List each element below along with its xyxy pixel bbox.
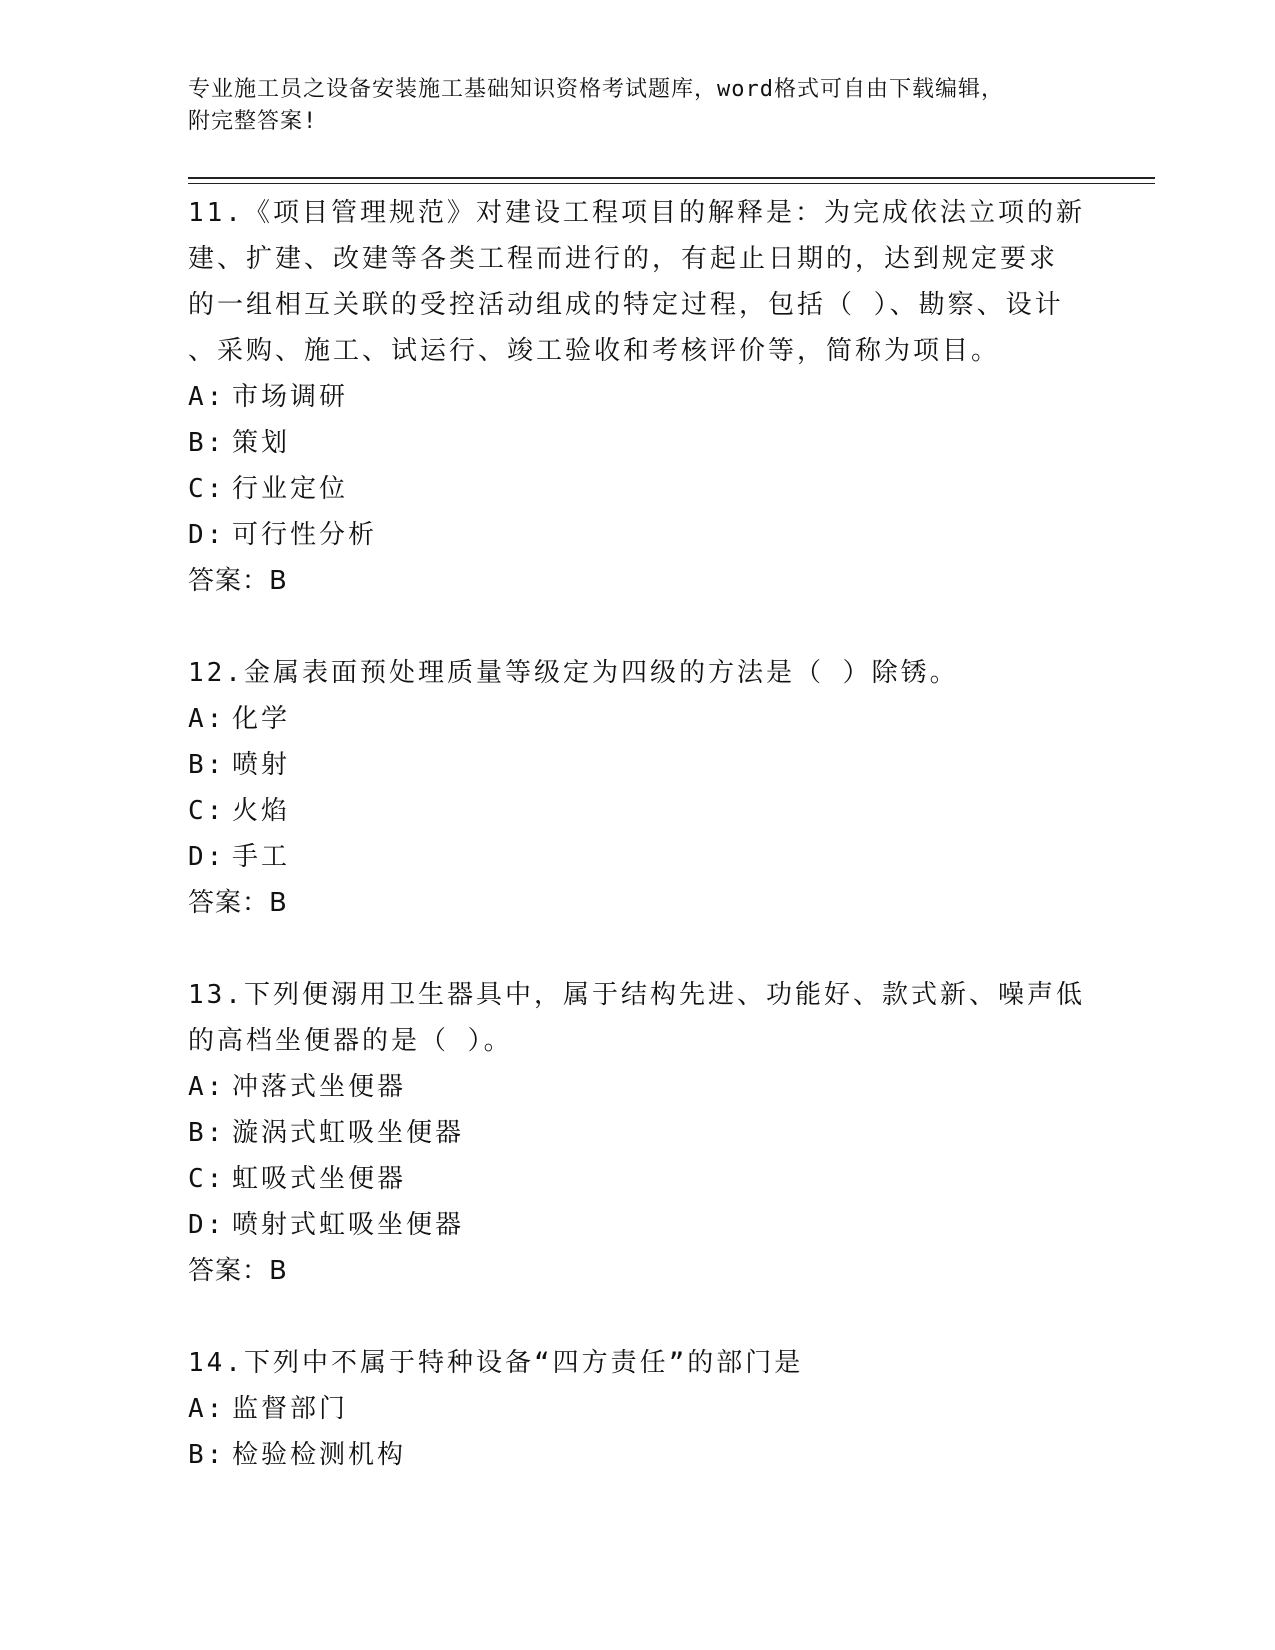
option-text: 冲落式坐便器 xyxy=(232,1072,407,1102)
question-block xyxy=(188,972,1088,1294)
option-text: 手工 xyxy=(232,842,291,872)
option-key: B: xyxy=(188,428,226,458)
answer-option xyxy=(188,742,1088,788)
answer-option xyxy=(188,1386,1088,1432)
question-block xyxy=(188,1340,1088,1478)
option-text: 喷射 xyxy=(232,750,291,780)
option-text: 策划 xyxy=(232,428,291,458)
option-text: 检验检测机构 xyxy=(232,1440,407,1470)
answer-option xyxy=(188,1432,1088,1478)
option-key: D: xyxy=(188,1210,226,1240)
option-key: A: xyxy=(188,704,226,734)
answer-line: 答案：B xyxy=(188,566,288,596)
answer-option xyxy=(188,1110,1088,1156)
option-key: B: xyxy=(188,1440,226,1470)
answer-option xyxy=(188,696,1088,742)
option-text: 市场调研 xyxy=(232,382,349,412)
option-key: A: xyxy=(188,1394,226,1424)
answer-option xyxy=(188,1064,1088,1110)
question-stem-line: 的高档坐便器的是（ ）。 xyxy=(188,1026,513,1056)
option-key: B: xyxy=(188,750,226,780)
question-stem-line: 建、扩建、改建等各类工程而进行的，有起止日期的，达到规定要求 xyxy=(188,244,1059,274)
option-text: 虹吸式坐便器 xyxy=(232,1164,407,1194)
answer-line: 答案：B xyxy=(188,1256,288,1286)
option-text: 可行性分析 xyxy=(232,520,378,550)
answer-option xyxy=(188,1156,1088,1202)
question-stem-line: 12.金属表面预处理质量等级定为四级的方法是（ ）除锈。 xyxy=(188,658,959,688)
question-block xyxy=(188,650,1088,926)
option-key: C: xyxy=(188,474,226,504)
question-stem-line: 13.下列便溺用卫生器具中，属于结构先进、功能好、款式新、噪声低 xyxy=(188,980,1085,1010)
option-key: C: xyxy=(188,1164,226,1194)
answer-option xyxy=(188,420,1088,466)
option-key: D: xyxy=(188,520,226,550)
option-key: A: xyxy=(188,1072,226,1102)
question-stem-line: 的一组相互关联的受控活动组成的特定过程，包括（ ）、勘察、设计 xyxy=(188,290,1064,320)
option-text: 火焰 xyxy=(232,796,291,826)
document-header xyxy=(188,74,1068,138)
header-divider-thin xyxy=(188,183,1155,184)
answer-line: 答案：B xyxy=(188,888,288,918)
answer-option xyxy=(188,834,1088,880)
answer-option xyxy=(188,466,1088,512)
question-stem xyxy=(188,1340,1088,1386)
option-text: 监督部门 xyxy=(232,1394,349,1424)
header-divider-thick xyxy=(188,177,1155,179)
question-stem xyxy=(188,190,1088,374)
option-key: C: xyxy=(188,796,226,826)
question-stem-line: 11.《项目管理规范》对建设工程项目的解释是：为完成依法立项的新 xyxy=(188,198,1085,228)
option-text: 行业定位 xyxy=(232,474,349,504)
option-text: 漩涡式虹吸坐便器 xyxy=(232,1118,465,1148)
header-line-2: 附完整答案! xyxy=(188,109,318,134)
question-list xyxy=(188,190,1088,1524)
question-stem xyxy=(188,650,1088,696)
option-key: D: xyxy=(188,842,226,872)
answer-option xyxy=(188,1202,1088,1248)
question-block xyxy=(188,190,1088,604)
option-key: B: xyxy=(188,1118,226,1148)
header-line-1: 专业施工员之设备安装施工基础知识资格考试题库，word格式可自由下载编辑， xyxy=(188,77,1004,102)
question-stem-line: 14.下列中不属于特种设备“四方责任”的部门是 xyxy=(188,1348,804,1378)
question-stem-line: 、采购、施工、试运行、竣工验收和考核评价等，简称为项目。 xyxy=(188,336,1001,366)
question-stem xyxy=(188,972,1088,1064)
answer-option xyxy=(188,374,1088,420)
option-text: 化学 xyxy=(232,704,291,734)
option-text: 喷射式虹吸坐便器 xyxy=(232,1210,465,1240)
answer-option xyxy=(188,512,1088,558)
option-key: A: xyxy=(188,382,226,412)
answer-option xyxy=(188,788,1088,834)
